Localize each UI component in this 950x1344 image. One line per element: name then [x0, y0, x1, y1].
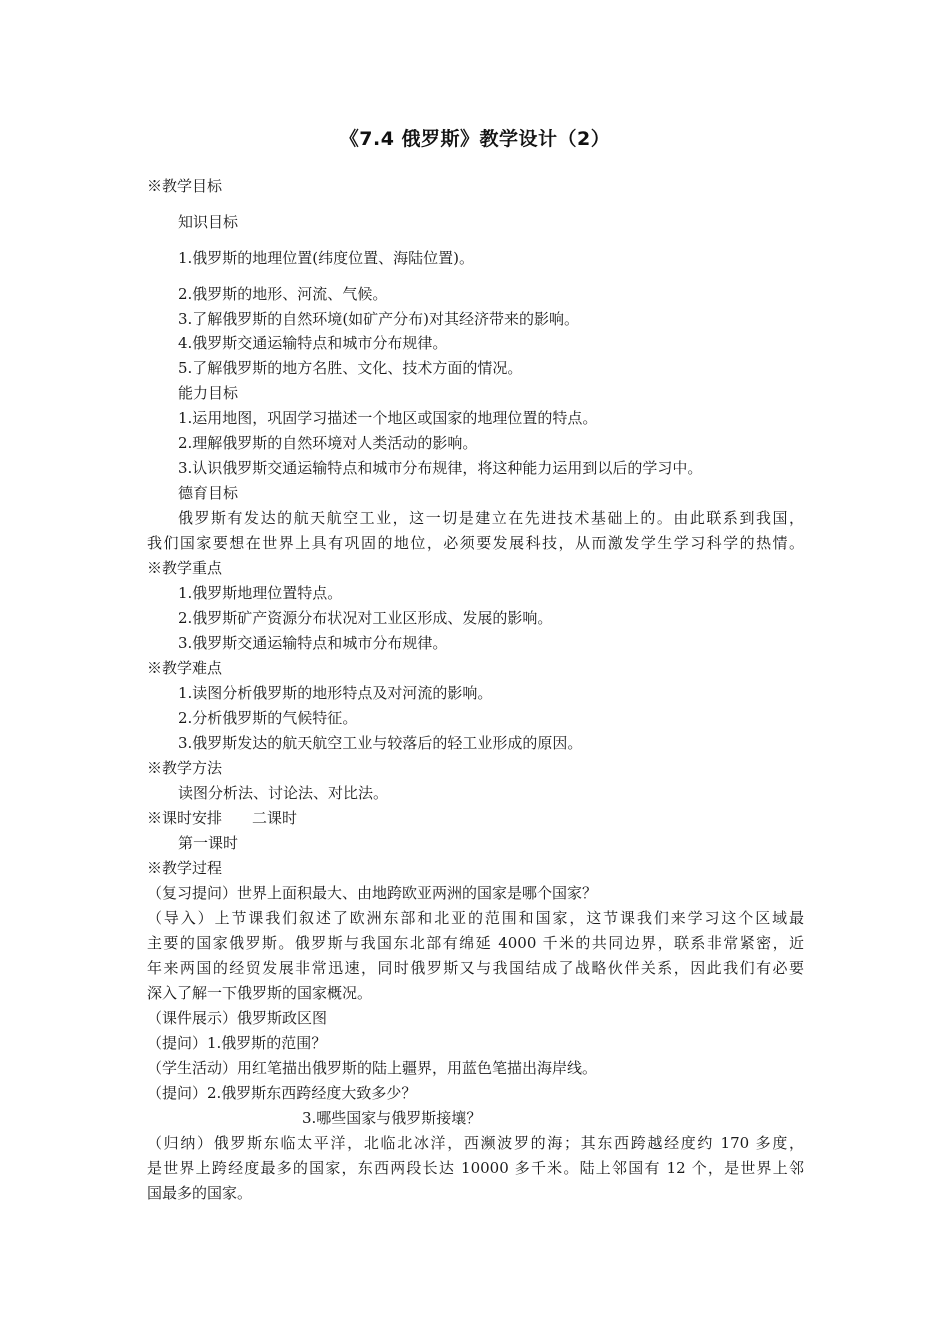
paragraph-line: （课件展示）俄罗斯政区图 — [147, 1009, 328, 1027]
list-item: 2.俄罗斯的地形、河流、气候。 — [178, 285, 388, 303]
section-heading-key-points: ※教学重点 — [147, 559, 223, 577]
paragraph-line: 是世界上跨经度最多的国家，东西两段长达 10000 多千米。陆上邻国有 12 个，是世界上邻 — [147, 1159, 804, 1177]
list-item: 2.俄罗斯矿产资源分布状况对工业区形成、发展的影响。 — [178, 609, 553, 627]
list-item: 1.俄罗斯的地理位置(纬度位置、海陆位置)。 — [178, 249, 475, 267]
list-item: 3.俄罗斯发达的航天航空工业与较落后的轻工业形成的原因。 — [178, 734, 583, 752]
page-title: 《7.4 俄罗斯》教学设计（2） — [339, 128, 611, 150]
section-heading-schedule: ※课时安排 二课时 — [147, 809, 298, 827]
paragraph-line: 深入了解一下俄罗斯的国家概况。 — [147, 984, 373, 1002]
section-heading-difficulties: ※教学难点 — [147, 659, 223, 677]
list-item: 1.运用地图，巩固学习描述一个地区或国家的地理位置的特点。 — [178, 409, 598, 427]
paragraph-line: 国最多的国家。 — [147, 1184, 253, 1202]
list-item: 4.俄罗斯交通运输特点和城市分布规律。 — [178, 334, 448, 352]
paragraph-line: （学生活动）用红笔描出俄罗斯的陆上疆界，用蓝色笔描出海岸线。 — [147, 1059, 598, 1077]
paragraph-line: （提问）2.俄罗斯东西跨经度大致多少？ — [147, 1084, 417, 1102]
list-item: 1.俄罗斯地理位置特点。 — [178, 584, 343, 602]
paragraph-line: （复习提问）世界上面积最大、由地跨欧亚两洲的国家是哪个国家？ — [147, 884, 598, 902]
section-heading-process: ※教学过程 — [147, 859, 223, 877]
paragraph-line: 俄罗斯有发达的航天航空工业，这一切是建立在先进技术基础上的。由此联系到我国， — [178, 509, 804, 527]
subheading-knowledge: 知识目标 — [178, 213, 239, 231]
section-heading-methods: ※教学方法 — [147, 759, 223, 777]
subheading-ability: 能力目标 — [178, 384, 239, 402]
list-item: 3.认识俄罗斯交通运输特点和城市分布规律，将这种能力运用到以后的学习中。 — [178, 459, 703, 477]
subheading-moral: 德育目标 — [178, 484, 239, 502]
list-item: 5.了解俄罗斯的地方名胜、文化、技术方面的情况。 — [178, 359, 523, 377]
paragraph-line: （归纳）俄罗斯东临太平洋，北临北冰洋，西濒波罗的海；其东西跨越经度约 170 多度， — [147, 1134, 804, 1152]
paragraph-line: 主要的国家俄罗斯。俄罗斯与我国东北部有绵延 4000 千米的共同边界，联系非常紧密，近 — [147, 934, 804, 952]
paragraph-line: （提问）1.俄罗斯的范围？ — [147, 1034, 327, 1052]
list-item: 2.分析俄罗斯的气候特征。 — [178, 709, 358, 727]
paragraph-line: 3.哪些国家与俄罗斯接壤？ — [302, 1109, 482, 1127]
list-item: 2.理解俄罗斯的自然环境对人类活动的影响。 — [178, 434, 478, 452]
list-item: 1.读图分析俄罗斯的地形特点及对河流的影响。 — [178, 684, 493, 702]
paragraph-line: 我们国家要想在世界上具有巩固的地位，必须要发展科技，从而激发学生学习科学的热情。 — [147, 534, 804, 552]
section-heading-objectives: ※教学目标 — [147, 177, 223, 195]
paragraph-line: （导入）上节课我们叙述了欧洲东部和北亚的范围和国家，这节课我们来学习这个区域最 — [147, 909, 804, 927]
list-item: 3.俄罗斯交通运输特点和城市分布规律。 — [178, 634, 448, 652]
subheading-first-lesson: 第一课时 — [178, 834, 239, 852]
list-item: 3.了解俄罗斯的自然环境(如矿产分布)对其经济带来的影响。 — [178, 310, 580, 328]
paragraph-line: 年来两国的经贸发展非常迅速，同时俄罗斯又与我国结成了战略伙伴关系，因此我们有必要 — [147, 959, 804, 977]
paragraph-line: 读图分析法、讨论法、对比法。 — [178, 784, 389, 802]
